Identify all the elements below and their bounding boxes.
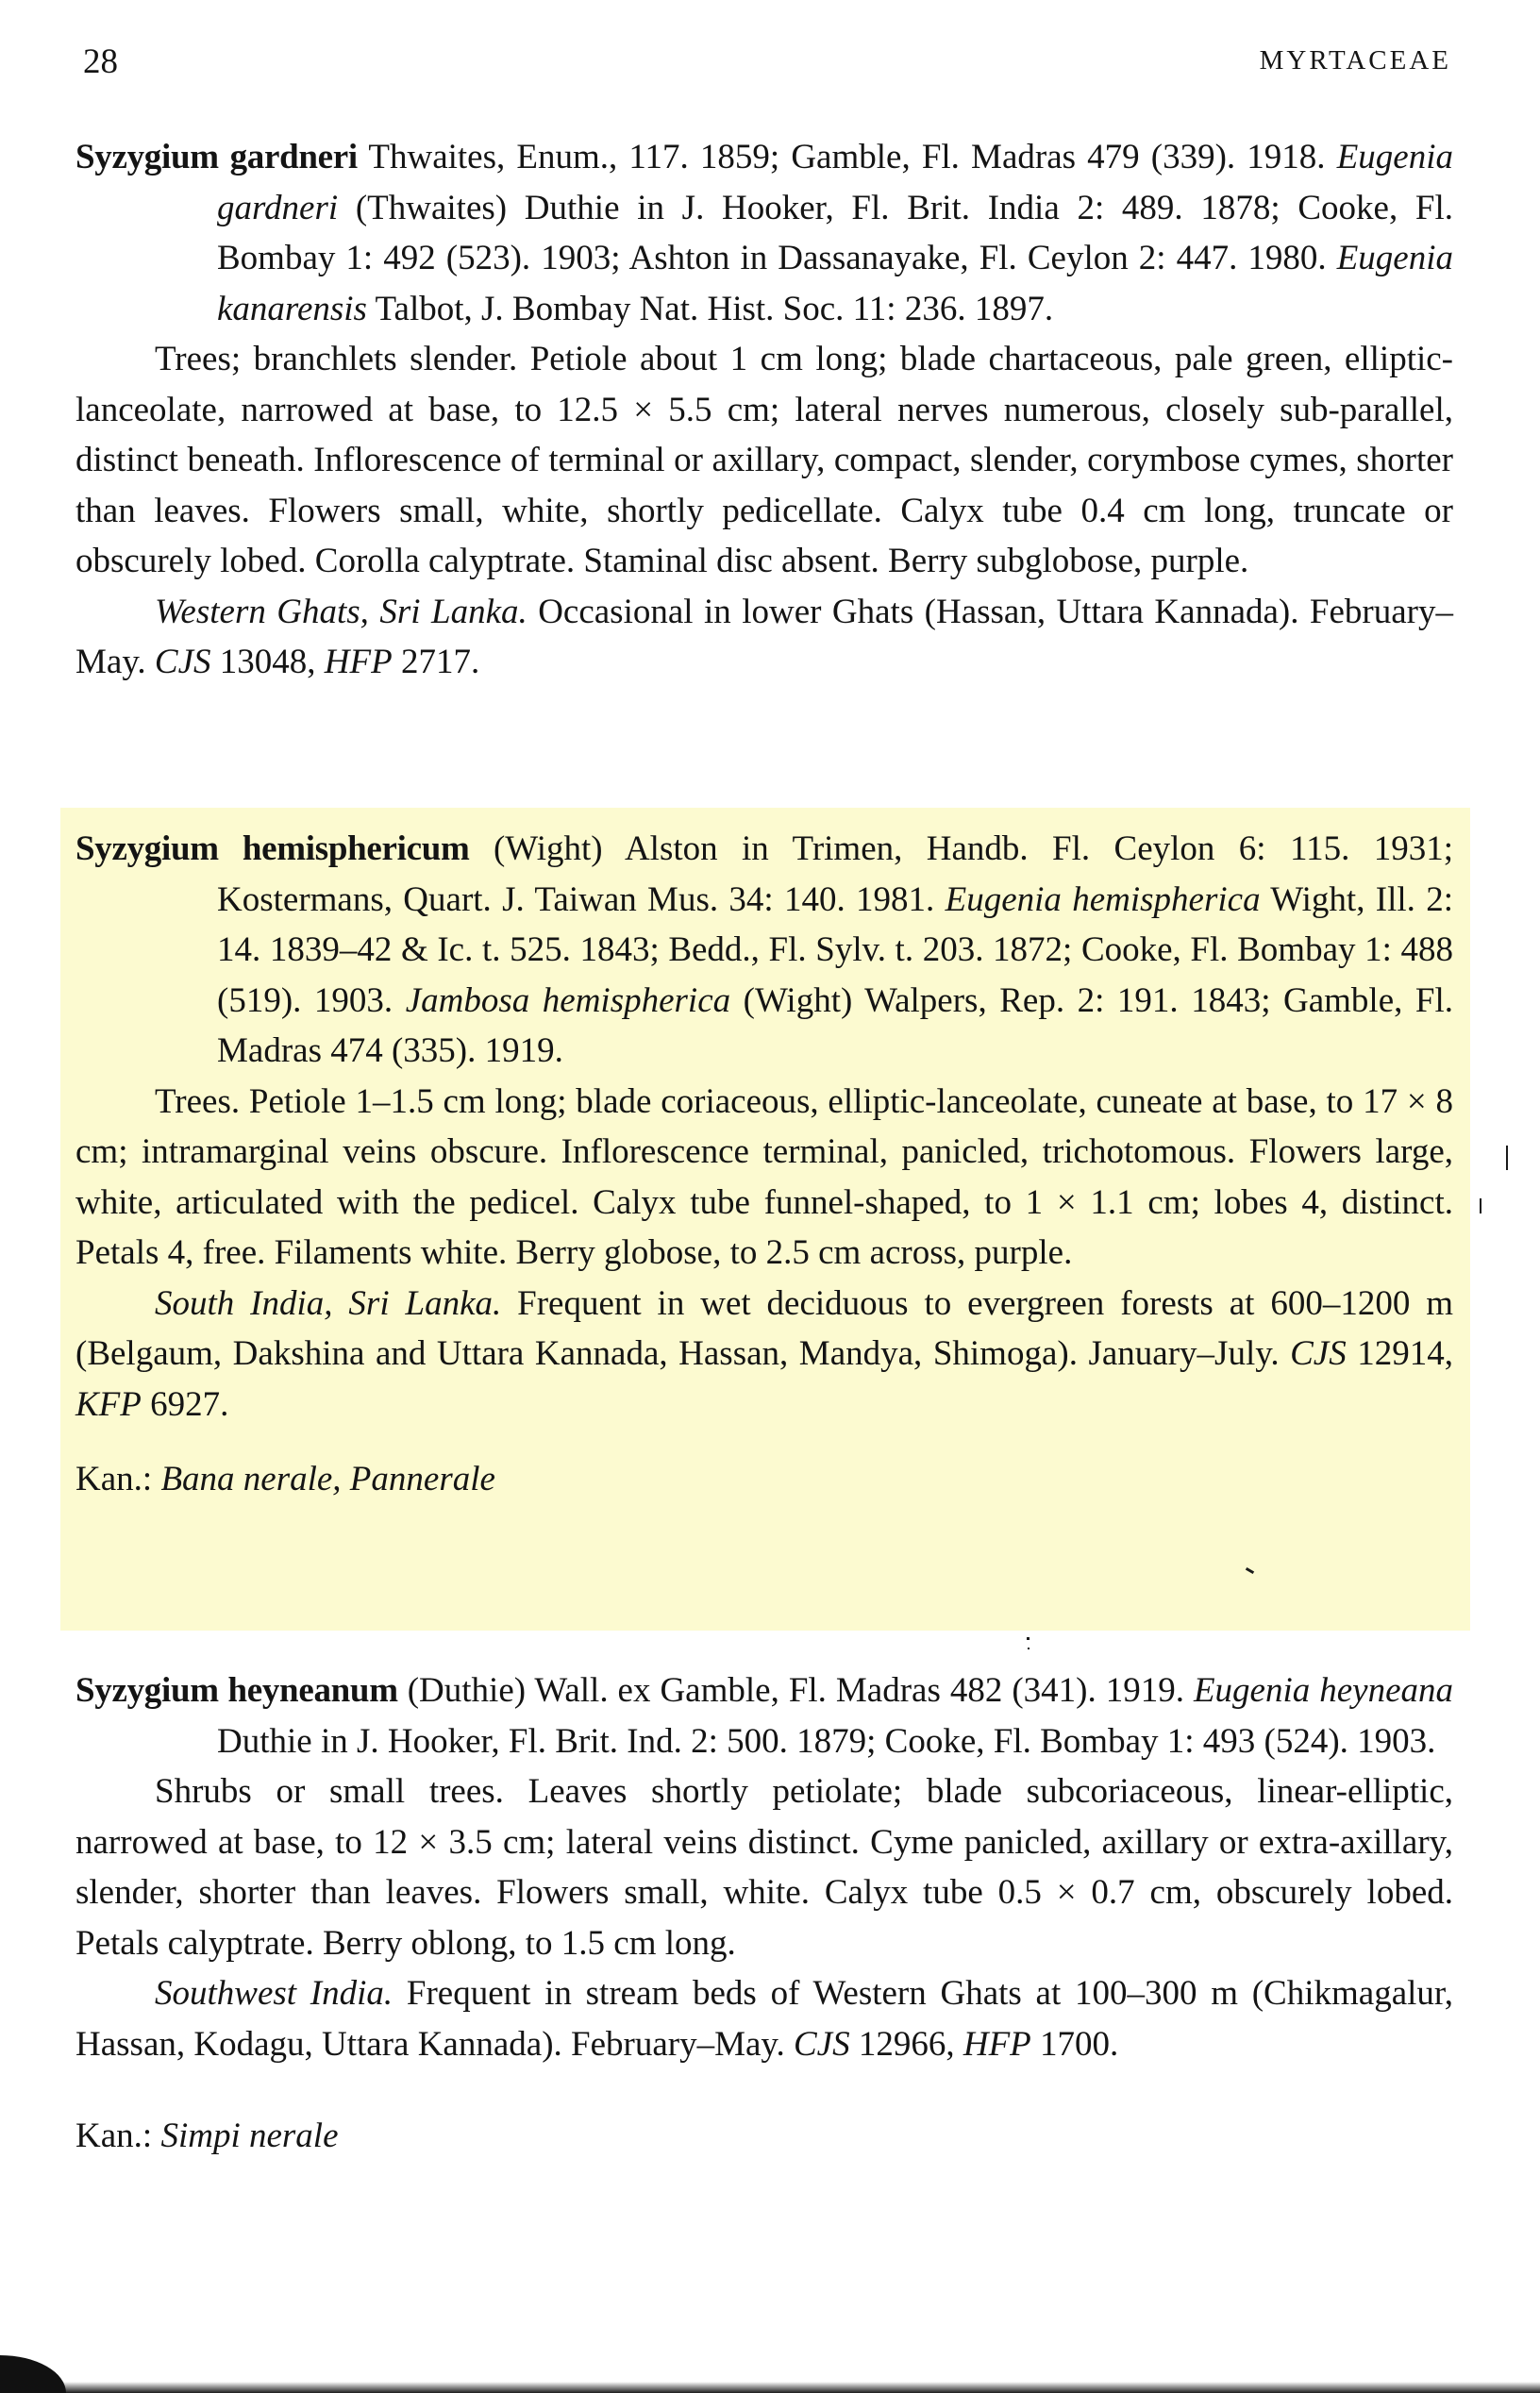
scan-speck [1480,1198,1481,1213]
text-run: Duthie in J. Hooker, Fl. Brit. Ind. 2: 500. 1879; Cooke, Fl. Bombay 1: 493 (524). 1903. [217,1721,1436,1761]
species-description [75,1766,1453,1968]
text-run: Trees. Petiole 1–1.5 cm long; blade coriaceous, elliptic-lanceolate, cuneate at base, to 17 × 8 cm; intramarginal veins obscure. Inflorescence terminal, panicled, trichotomous. Flowers large, white, articulated with the pedicel. Calyx tube funnel-shaped, to 1 × 1.1 cm; lobes 4, distinct. Petals 4, free. Filaments white. Berry globose, to 2.5 cm across, purple. [75,1081,1453,1272]
text-run: Trees; branchlets slender. Petiole about 1 cm long; blade chartaceous, pale green, elliptic-lanceolate, narrowed at base, to 12.5 × 5.5 cm; lateral nerves numerous, closely sub-parallel, distinct beneath. Inflorescence of terminal or axillary, compact, slender, corymbose cymes, shorter than leaves. Flowers small, white, shortly pedicellate. Calyx tube 0.4 cm long, truncate or obscurely lobed. Corolla calyptrate. Staminal disc absent. Berry subglobose, purple. [75,340,1453,580]
italic-text-run: Eugenia hemispherica [945,879,1261,919]
species-distribution [75,1968,1453,2069]
species-name: Syzygium hemisphericum [75,829,470,868]
italic-text-run: CJS [154,643,211,681]
italic-text-run: Simpi nerale [160,2117,339,2155]
text-run: 2717. [392,643,480,681]
page-number: 28 [83,42,118,81]
scan-speck [1028,1648,1029,1649]
text-run: Frequent in stream beds of Western Ghats at 100–300 m (Chikmagalur, Hassan, Kodagu, Uttara Kannada). February–May. [75,1974,1453,2064]
text-run: Kan.: [75,1460,161,1498]
text-run: Shrubs or small trees. Leaves shortly petiolate; blade subcoriaceous, linear-elliptic, narrowed at base, to 12 × 3.5 cm; lateral veins distinct. Cyme panicled, axillary or extra-axillary, slender, shorter than leaves. Flowers small, white. Calyx tube 0.5 × 0.7 cm, obscurely lobed. Petals calyptrate. Berry oblong, to 1.5 cm long. [75,1772,1453,1963]
species-description [75,334,1453,587]
italic-text-run: CJS [794,2024,850,2064]
species-entry-gardneri [75,132,1453,688]
text-run: 1700. [1030,2024,1119,2064]
species-citation [75,824,1453,1077]
italic-text-run: HFP [324,643,393,681]
scan-bottom-edge [0,2382,1540,2393]
running-head [83,42,1451,89]
species-name: Syzygium heyneanum [75,1671,398,1710]
species-distribution [75,1279,1453,1431]
italic-text-run: CJS [1290,1334,1347,1373]
text-run: (Duthie) Wall. ex Gamble, Fl. Madras 482 (341). 1919. [397,1671,1194,1710]
species-entry-heyneanum [75,1665,1453,2162]
text-run: Kan.: [75,2117,161,2155]
italic-text-run: Eugenia heyneana [1193,1671,1453,1710]
text-run: (Thwaites) Duthie in J. Hooker, Fl. Brit. India 2: 489. 1878; Cooke, Fl. Bombay 1: 492 (523). 1903; Ashton in Dassanayake, Fl. Ceylon 2: 447. 1980. [217,188,1453,277]
species-description [75,1077,1453,1279]
scan-speck [1027,1637,1029,1640]
text-run: (Wight) Alston in Trimen, Handb. Fl. Ceylon 6: 115. 1931; Kostermans, Quart. J. Taiwan Mus. 34: 140. 1981. [217,829,1454,919]
italic-text-run: Western Ghats, Sri Lanka. [155,592,527,631]
species-name: Syzygium gardneri [75,138,358,176]
scan-speck [1506,1146,1508,1170]
species-distribution [75,587,1453,688]
text-run: Talbot, J. Bombay Nat. Hist. Soc. 11: 236. 1897. [366,289,1054,328]
text-run: Occasional in lower Ghats (Hassan, Uttara Kannada). February–May. [75,592,1453,681]
text-run: Wight, Ill. 2: 14. 1839–42 & Ic. t. 525. 1843; Bedd., Fl. Sylv. t. 203. 1872; Cooke, Fl. Bombay 1: 488 (519). 1903. [217,879,1453,1020]
italic-text-run: Eugenia kanarensis [217,239,1453,328]
citation-text [217,1671,1453,1761]
citation-text [217,138,1453,328]
text-run: (Wight) Walpers, Rep. 2: 191. 1843; Gamble, Fl. Madras 474 (335). 1919. [217,980,1454,1070]
italic-text-run: South India, Sri Lanka. [155,1283,502,1323]
text-run: 12966, [849,2024,963,2064]
text-run: 13048, [210,643,325,681]
species-citation [75,132,1453,334]
italic-text-run: KFP [75,1384,142,1424]
vernacular-names [75,1454,1453,1505]
scan-corner-shadow [0,2355,66,2393]
text-run: Frequent in wet deciduous to evergreen forests at 600–1200 m (Belgaum, Dakshina and Uttara Kannada, Hassan, Mandya, Shimoga). January–July. [75,1283,1453,1373]
species-citation [75,1665,1453,1766]
vernacular-names [75,2111,1453,2162]
italic-text-run: HFP [962,2024,1031,2064]
italic-text-run: Bana nerale, Pannerale [160,1460,495,1498]
text-run: 6927. [141,1384,229,1424]
italic-text-run: Jambosa hemispherica [405,980,731,1020]
text-run: 12914, [1346,1334,1453,1373]
italic-text-run: Eugenia gardneri [217,138,1453,227]
species-entry-hemisphericum [75,824,1453,1505]
family-heading: MYRTACEAE [1259,45,1451,75]
text-run: Thwaites, Enum., 117. 1859; Gamble, Fl. Madras 479 (339). 1918. [357,138,1337,176]
italic-text-run: Southwest India. [155,1974,393,2013]
